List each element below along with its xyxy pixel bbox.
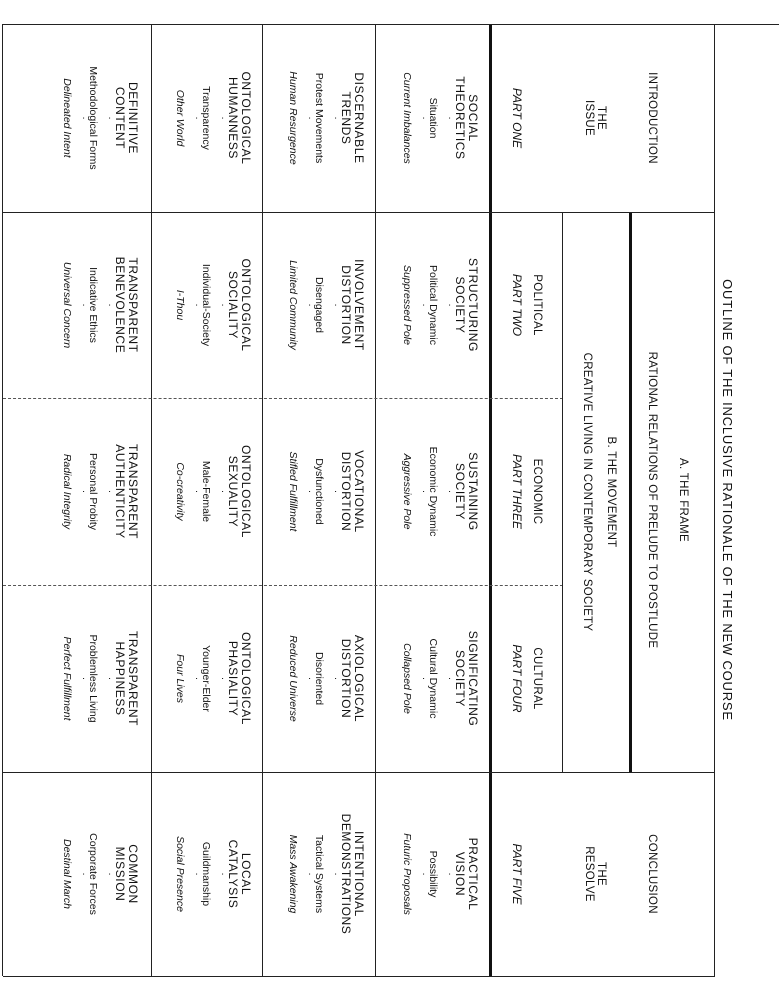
cell-heading	[339, 398, 365, 585]
bullet-dot: ·	[217, 116, 228, 120]
cell-heading-line: THEORETICS	[453, 76, 467, 160]
cell-heading	[453, 772, 479, 976]
bottom-rule	[2, 24, 3, 976]
cell-subtopic: Dysfunctioned	[313, 458, 325, 525]
cell-focus: Collapsed Pole	[401, 643, 413, 714]
grid-cell	[174, 772, 252, 976]
cell-heading-line: AXIOLOGICAL	[352, 634, 366, 723]
cell-heading-line: PHASIALITY	[226, 640, 240, 717]
cell-subtopic: Protest Movements	[313, 72, 325, 164]
cell-heading-line: ONTOLOGICAL	[239, 258, 253, 352]
cell-heading-line: STRUCTURING	[466, 258, 480, 352]
cell-heading	[453, 585, 479, 772]
movement-box-top	[629, 212, 632, 772]
movement-subline	[562, 212, 563, 772]
cell-heading-line: SUSTAINING	[466, 452, 480, 531]
cell-subtopic: Political Dynamic	[427, 265, 439, 345]
bullet-dot: ·	[418, 489, 429, 494]
cell-subtopic: Younger-Elder	[200, 645, 212, 712]
grid-cell	[61, 24, 139, 212]
cell-heading	[113, 24, 139, 212]
cell-heading	[113, 585, 139, 772]
grid-cell	[287, 24, 365, 212]
cell-subtopic: Indicative Ethics	[87, 267, 99, 343]
issue-label: THE ISSUE	[583, 99, 607, 136]
cell-subtopic: Possibility	[427, 850, 439, 898]
grid-cell	[401, 212, 479, 398]
cell-heading-line: DISTORTION	[339, 451, 353, 532]
creative-label: CREATIVE LIVING IN CONTEMPORARY SOCIETY	[581, 352, 593, 632]
cell-focus: Radical Integrity	[61, 453, 73, 530]
cell-subtopic: Guildmanship	[200, 841, 212, 907]
grid-cell	[61, 772, 139, 976]
bullet-dot: ·	[217, 676, 228, 681]
bullet-dot: ·	[104, 489, 115, 494]
cell-subtopic: Corporate Forces	[87, 833, 99, 915]
cell-heading-line: SOCIETY	[453, 650, 467, 707]
economic-label: ECONOMIC	[531, 458, 543, 525]
cell-focus: Co-creativity	[174, 462, 186, 521]
cell-heading	[226, 398, 252, 585]
bullet-dot: ·	[304, 676, 315, 681]
cell-subtopic: Individual-Society	[200, 263, 212, 347]
cell-subtopic: Disoriented	[313, 651, 325, 706]
cell-heading	[226, 772, 252, 976]
bullet-dot: ·	[330, 872, 341, 876]
introduction-label: INTRODUCTION	[646, 72, 658, 164]
grid-cell	[174, 398, 252, 585]
bullet-dot: ·	[191, 303, 202, 307]
cell-focus: Other World	[174, 89, 186, 147]
cell-focus: Universal Concern	[61, 261, 73, 349]
bullet-dot: ·	[217, 303, 228, 307]
grid-cell	[287, 585, 365, 772]
cell-heading-line: DISTORTION	[339, 265, 353, 345]
resolve-label: THE RESOLVE	[583, 846, 607, 902]
cell-heading-line: ONTOLOGICAL	[239, 631, 253, 726]
bullet-dot: ·	[191, 116, 202, 120]
cell-focus: Reduced Universe	[287, 635, 299, 722]
cell-heading	[113, 212, 139, 398]
cell-heading-line: SOCIAL	[466, 94, 480, 142]
grid-cell	[61, 398, 139, 585]
cell-heading-line: TRANSPARENT	[126, 257, 140, 353]
cell-heading-line: MISSION	[113, 846, 127, 902]
bullet-dot: ·	[217, 872, 228, 876]
grid-cell	[287, 212, 365, 398]
part-three-label: PART THREE	[510, 454, 524, 529]
grid-cell	[61, 212, 139, 398]
cell-heading-line: SOCIETY	[453, 463, 467, 520]
cell-subtopic: Male-Female	[200, 460, 212, 523]
bullet-dot: ·	[330, 116, 341, 120]
bullet-dot: ·	[444, 116, 455, 120]
grid-cell	[287, 772, 365, 976]
grid-cell	[174, 212, 252, 398]
cell-heading-line: CATALYSIS	[226, 839, 240, 909]
cell-heading-line: SIGNIFICATING	[466, 630, 480, 727]
cell-heading-line: BENEVOLENCE	[113, 256, 127, 354]
cell-heading-line: VOCATIONAL	[352, 450, 366, 533]
cell-heading	[113, 772, 139, 976]
bullet-dot: ·	[104, 872, 115, 876]
row-rule-1	[375, 24, 376, 976]
bullet-dot: ·	[78, 303, 89, 307]
cell-focus: Delineated Intent	[61, 78, 73, 158]
cell-heading	[453, 398, 479, 585]
row-rule-3	[151, 24, 152, 976]
cell-heading	[226, 585, 252, 772]
bullet-dot: ·	[444, 489, 455, 494]
row-rule-2	[262, 24, 263, 976]
cell-heading	[339, 772, 365, 976]
bullet-dot: ·	[191, 872, 202, 876]
bullet-dot: ·	[444, 872, 455, 876]
cell-subtopic: Situation	[427, 97, 439, 139]
cell-heading	[113, 398, 139, 585]
cell-focus: Four Lives	[174, 653, 186, 704]
cell-heading-line: INVOLVEMENT	[352, 259, 366, 351]
bullet-dot: ·	[418, 116, 429, 120]
grid-cell	[61, 585, 139, 772]
bullet-dot: ·	[304, 116, 315, 120]
cell-heading	[339, 212, 365, 398]
cell-heading	[226, 212, 252, 398]
right-rule	[3, 976, 715, 977]
cell-focus: Aggressive Pole	[401, 453, 413, 530]
movement-label: B. THE MOVEMENT	[605, 436, 617, 548]
cell-heading-line: ONTOLOGICAL	[239, 444, 253, 539]
cell-heading-line: COMMON	[126, 844, 140, 904]
part-two-label: PART TWO	[510, 273, 524, 337]
bullet-dot: ·	[304, 489, 315, 494]
bullet-dot: ·	[418, 872, 429, 876]
grid-cell	[401, 398, 479, 585]
grid-cell	[401, 585, 479, 772]
conclusion-label: CONCLUSION	[646, 834, 658, 914]
bullet-dot: ·	[304, 303, 315, 307]
part-one-label: PART ONE	[510, 87, 524, 149]
top-rule	[714, 24, 715, 976]
bullet-dot: ·	[330, 303, 341, 307]
bullet-dot: ·	[191, 676, 202, 681]
cell-subtopic: Problemless Living	[87, 634, 99, 723]
frame-label: A. THE FRAME	[677, 458, 689, 542]
cell-heading-line: SOCIETY	[453, 276, 467, 334]
cell-heading-line: DEMONSTRATIONS	[339, 813, 353, 935]
bullet-dot: ·	[418, 303, 429, 307]
cell-subtopic: Personal Probity	[87, 452, 99, 531]
bullet-dot: ·	[104, 303, 115, 307]
cell-focus: Human Resurgence	[287, 71, 299, 165]
cell-focus: Stifled Fulfillment	[287, 451, 299, 532]
bullet-dot: ·	[444, 303, 455, 307]
cell-subtopic: Disengaged	[313, 276, 325, 334]
bullet-dot: ·	[217, 489, 228, 494]
grid-cell	[287, 398, 365, 585]
bullet-dot: ·	[104, 116, 115, 120]
part-four-label: PART FOUR	[510, 644, 524, 713]
bullet-dot: ·	[78, 872, 89, 876]
part-five-label: PART FIVE	[510, 843, 524, 905]
cell-heading-line: DISCERNABLE	[352, 72, 366, 164]
cell-heading-line: PRACTICAL	[466, 837, 480, 911]
cell-heading-line: TRANSPARENT	[126, 443, 140, 540]
grid-cell	[401, 772, 479, 976]
cell-heading-line: SOCIALITY	[226, 270, 240, 340]
cell-heading	[453, 212, 479, 398]
bullet-dot: ·	[78, 489, 89, 494]
relations-label: RATIONAL RELATIONS OF PRELUDE TO POSTLUDE	[646, 351, 658, 649]
cell-heading-line: TRANSPARENT	[126, 630, 140, 727]
cell-heading-line: TRENDS	[339, 91, 353, 145]
cell-heading-line: DEFINITIVE	[126, 81, 140, 154]
cell-focus: Futuric Proposals	[401, 833, 413, 915]
cell-heading	[339, 24, 365, 212]
cell-subtopic: Cultural Dynamic	[427, 638, 439, 719]
bullet-dot: ·	[191, 489, 202, 494]
cell-focus: Social Presence	[174, 836, 186, 912]
bullet-dot: ·	[78, 676, 89, 681]
cultural-label: CULTURAL	[531, 647, 543, 710]
cell-focus: I-Thou	[174, 289, 186, 321]
bullet-dot: ·	[78, 116, 89, 120]
part-rule	[489, 24, 492, 976]
cell-focus: Destinal March	[61, 838, 73, 910]
grid-cell	[174, 24, 252, 212]
cell-heading-line: AUTHENTICITY	[113, 444, 127, 539]
bullet-dot: ·	[330, 676, 341, 681]
cell-heading	[339, 585, 365, 772]
cell-heading-line: ONTOLOGICAL	[239, 71, 253, 165]
cell-heading	[453, 24, 479, 212]
cell-heading-line: VISION	[453, 851, 467, 897]
political-label: POLITICAL	[531, 274, 543, 336]
bullet-dot: ·	[104, 676, 115, 681]
cell-heading-line: LOCAL	[239, 852, 253, 896]
cell-heading-line: DISTORTION	[339, 638, 353, 719]
bullet-dot: ·	[304, 872, 315, 876]
bullet-dot: ·	[330, 489, 341, 494]
cell-focus: Mass Awakening	[287, 834, 299, 914]
cell-subtopic: Transparency	[200, 86, 212, 150]
grid-cell	[174, 585, 252, 772]
bullet-dot: ·	[418, 676, 429, 681]
cell-subtopic: Economic Dynamic	[427, 446, 439, 537]
cell-heading-line: SEXUALITY	[226, 455, 240, 528]
grid-cell	[401, 24, 479, 212]
cell-heading-line: HAPPINESS	[113, 641, 127, 716]
cell-heading-line: INTENTIONAL	[352, 831, 366, 917]
cell-focus: Suppressed Pole	[401, 265, 413, 345]
cell-heading-line: HUMANNESS	[226, 76, 240, 160]
cell-heading	[226, 24, 252, 212]
cell-heading-line: CONTENT	[113, 86, 127, 150]
cell-focus: Current Imbalances	[401, 72, 413, 164]
cell-subtopic: Tactical Systems	[313, 834, 325, 914]
cell-focus: Perfect Fulfillment	[61, 636, 73, 721]
page-title: OUTLINE OF THE INCLUSIVE RATIONALE OF THE NEW COURSE	[720, 279, 735, 721]
bullet-dot: ·	[444, 676, 455, 681]
cell-subtopic: Methodological Forms	[87, 66, 99, 170]
cell-focus: Limited Community	[287, 260, 299, 350]
